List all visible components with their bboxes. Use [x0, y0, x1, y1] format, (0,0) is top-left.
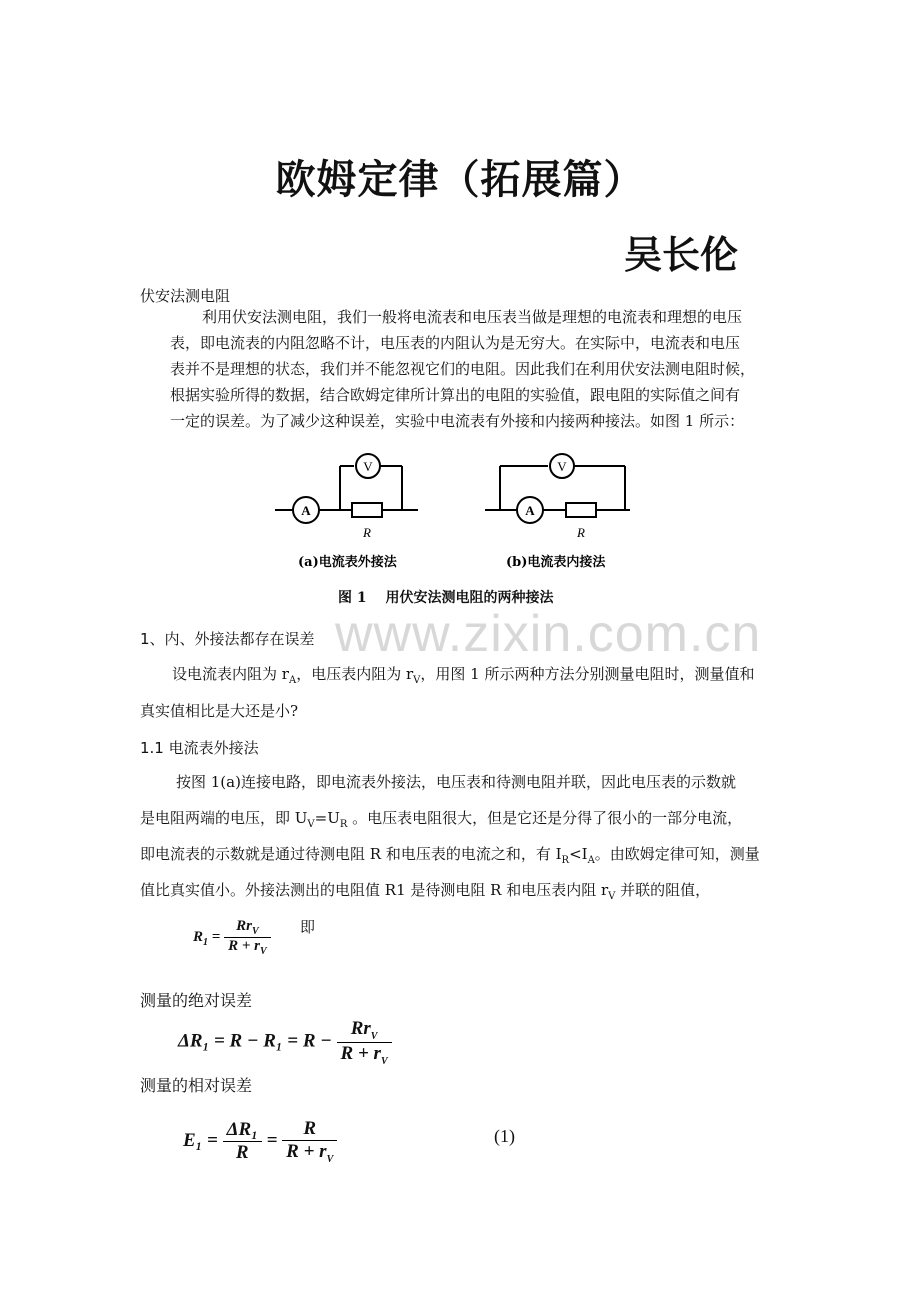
f1-num-sub: V	[251, 926, 259, 937]
p2-sub: R	[339, 819, 348, 830]
f1-eq: =	[211, 928, 221, 945]
p1-text: ，电压表内阻为 r	[296, 665, 414, 683]
f3-eq: =	[266, 1129, 278, 1151]
intro-line: 根据实验所得的数据，结合欧姆定律所计算出的电阻的实验值，跟电阻的实际值之间有	[170, 386, 741, 404]
f3-fraction-1	[223, 1119, 262, 1164]
p2-text: 。电压表电阻很大，但是它还是分得了很小的一部分电流，	[347, 809, 743, 827]
ammeter-a-label: A	[301, 503, 311, 518]
f1-lhs: R	[193, 928, 204, 945]
f2-num-sub: V	[370, 1030, 378, 1042]
paragraph-2-line-1: 按图 1(a)连接电路，即电流表外接法，电压表和待测电阻并联，因此电压表的示数就	[176, 773, 736, 791]
f1-num: Rr	[236, 918, 252, 934]
formula-abs-error	[178, 1018, 392, 1067]
p2-sub: V	[608, 891, 616, 902]
p1-text: 设电流表内阻为 r	[172, 665, 289, 683]
f2-den: R + r	[340, 1042, 381, 1064]
f3-num1: ΔR₁	[223, 1119, 262, 1142]
formula-rel-error	[183, 1118, 337, 1165]
p2-text: 并联的阻值，	[615, 881, 711, 899]
paragraph-1-line-2: 真实值相比是大还是小?	[140, 702, 299, 720]
f2-den-sub: V	[380, 1055, 388, 1067]
f3-den2: R + r	[286, 1141, 327, 1162]
f3-den2-sub: V	[326, 1153, 334, 1165]
equation-number: (1)	[494, 1126, 515, 1146]
voltmeter-a-label: V	[363, 459, 373, 474]
formula-r1	[193, 918, 271, 957]
p1-sub-a: A	[288, 675, 297, 686]
f3-num2: R	[282, 1118, 337, 1141]
document-title: 欧姆定律（拓展篇）	[275, 157, 645, 203]
figure-1	[270, 450, 640, 610]
caption-b: (b)电流表内接法	[506, 555, 606, 570]
paragraph-2-line-3	[140, 843, 760, 866]
ammeter-b-label: A	[525, 503, 535, 518]
ji-text: 即	[300, 918, 316, 936]
p2-text: <I	[569, 845, 588, 863]
section-label: 伏安法测电阻	[140, 287, 231, 305]
paragraph-2-line-2	[140, 807, 742, 830]
f1-den-sub: V	[259, 946, 267, 957]
f1-fraction	[224, 918, 271, 957]
intro-line: 利用伏安法测电阻，我们一般将电流表和电压表当做是理想的电流表和理想的电压	[202, 308, 743, 326]
heading-1: 1、内、外接法都存在误差	[140, 630, 315, 648]
f3-fraction-2	[282, 1118, 337, 1165]
p2-text: 即电流表的示数就是通过待测电阻 R 和电压表的电流之和，有 I	[140, 845, 562, 863]
watermark: www.zixin.com.cn	[335, 605, 762, 663]
f3-lhs: E₁ =	[183, 1129, 218, 1151]
p1-sub-v: V	[413, 675, 421, 686]
rel-error-label: 测量的相对误差	[140, 1076, 253, 1095]
f1-lhs-sub: 1	[203, 936, 209, 948]
intro-paragraph	[170, 304, 755, 434]
p1-text: ，用图 1 所示两种方法分别测量电阻时，测量值和	[420, 665, 755, 683]
p2-text: 值比真实值小。外接法测出的电阻值 R1 是待测电阻 R 和电压表内阻 r	[140, 881, 609, 899]
intro-line: 表并不是理想的状态，我们并不能忽视它们的电阻。因此我们在利用伏安法测电阻时候，	[170, 360, 756, 378]
resistor-b-label: R	[577, 525, 585, 540]
heading-2: 1.1 电流表外接法	[140, 739, 259, 757]
p2-text: 是电阻两端的电压，即 U	[140, 809, 308, 827]
p2-text: =U	[314, 809, 340, 827]
circuit-diagrams	[270, 450, 640, 575]
figure-caption: 图 1 用伏安法测电阻的两种接法	[338, 590, 554, 606]
paragraph-1-line-1	[172, 663, 754, 686]
f2-fraction	[337, 1018, 392, 1067]
resistor-a-label: R	[363, 525, 371, 540]
f1-den: R + r	[228, 938, 260, 954]
f2-text: ΔR₁ = R − R₁ = R −	[178, 1030, 332, 1052]
p2-sub: R	[561, 855, 570, 866]
f2-num: Rr	[350, 1018, 371, 1039]
f3-den1: R	[235, 1141, 249, 1163]
p2-text: 。由欧姆定律可知，测量	[594, 845, 760, 863]
caption-a: (a)电流表外接法	[298, 555, 397, 570]
voltmeter-b-label: V	[557, 459, 567, 474]
intro-line: 一定的误差。为了减少这种误差，实验中电流表有外接和内接两种接法。如图 1 所示：	[170, 412, 745, 430]
intro-line: 表，即电流表的内阻忽略不计，电压表的内阻认为是无穷大。在实际中，电流表和电压	[170, 334, 741, 352]
author-name: 吴长伦	[624, 233, 739, 277]
paragraph-2-line-4	[140, 879, 710, 902]
p2-sub: V	[307, 819, 315, 830]
p2-sub: A	[587, 855, 595, 866]
abs-error-label: 测量的绝对误差	[140, 991, 253, 1010]
